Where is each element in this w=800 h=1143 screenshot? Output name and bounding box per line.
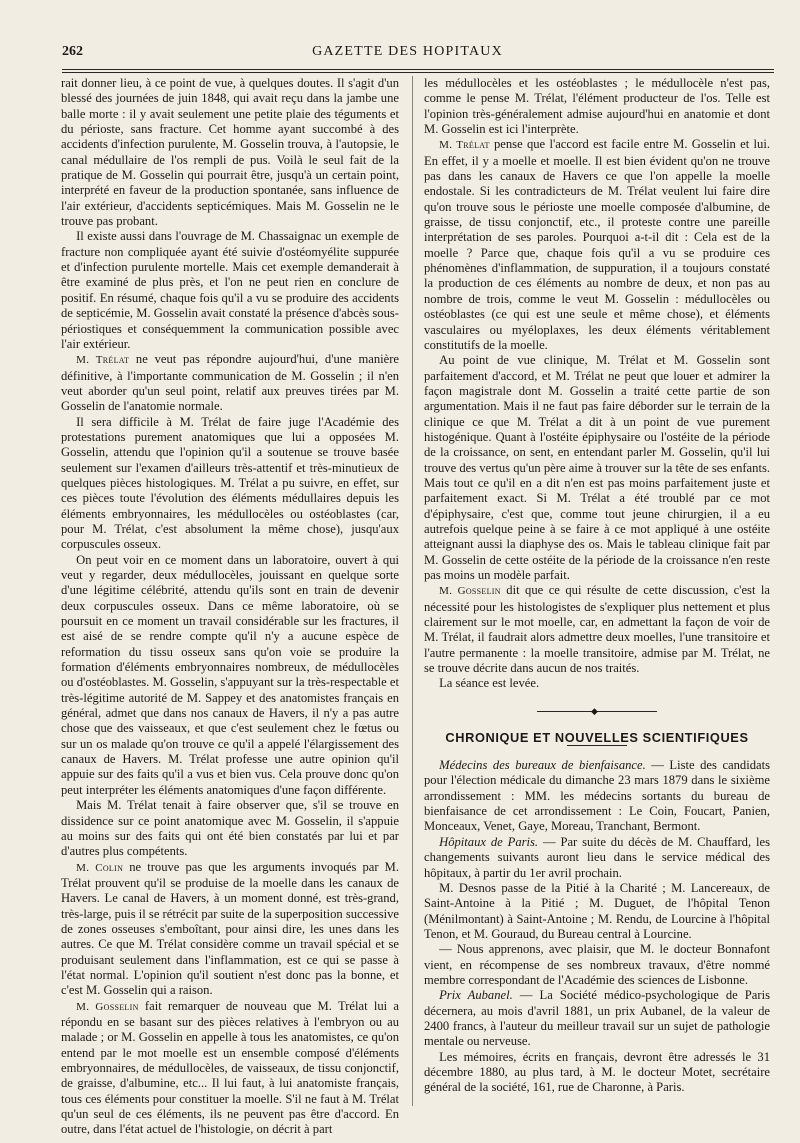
header-rule-double bbox=[62, 72, 774, 73]
paragraph: Au point de vue clinique, M. Trélat et M. Gosselin sont parfaitement d'accord, et M. Trélat ne peut que louer et admirer la façon magistrale dont M. Gosselin a traité cette partie de son argumentation. Mais il ne faut pas faire déborder sur le terrain de la clinique ce que M. Trélat a dit à un point de vue purement histogénique. Quant à l'ostéite épiphysaire ou l'ostéite de la période de la croissance, on sent, en entendant parler M. Gosselin, qu'il lui trouve des vertus qu'un père aime à trouver sur la tête de ses enfants. Mais tout ce qu'il en a dit n'en est pas moins parfaitement juste et parfaitement exact. Si M. Trélat a été troublé par ce mot d'épiphysaire, c'est que, comme tout jeune chirurgien, il a eu autrefois quelque peine à se faire à ce mot appliqué à une ostéite atteignant aussi la diaphyse des os. Mais le tableau clinique fait par M. Gosselin de cette ostéite de la période de la croissance n'en reste pas moins un modèle parfait. bbox=[424, 353, 770, 582]
paragraph: les médullocèles et les ostéoblastes ; le médullocèle n'est pas, comme le pense M. Trélat, l'élément producteur de l'os. Telle est l'opinion très-généralement admise aujourd'hui en anatomie et dont M. Gosselin est ici l'interprète. bbox=[424, 76, 770, 137]
news-item bbox=[424, 988, 770, 1049]
ornament-diamond-icon: ◆ bbox=[591, 705, 598, 716]
page-header bbox=[40, 40, 775, 64]
news-text: — Par suite du décès de M. Chauffard, les changements suivants auront lieu dans le service médical des hôpitaux, à partir du 1er avril prochain. bbox=[424, 834, 770, 880]
news-heading: Médecins des bureaux de bienfaisance. bbox=[439, 758, 646, 773]
paragraph: Il sera difficile à M. Trélat de faire juge l'Académie des protestations purement anatomiques que lui a opposées M. Gosselin, attendu que l'opinion qu'il a soutenue se trouve basée seulement sur l'examen d'ailleurs très-attentif et très-minutieux de quelques pièces histologiques. M. Trélat a pu suivre, en effet, sur ces pièces toute l'évolution des éléments médullaires depuis les éléments embryonnaires, les médullocèles ou ostéoblastes (car, pour M. Trélat, c'est absolument la même chose), jusqu'aux corpuscules osseux. bbox=[61, 414, 399, 552]
left-column bbox=[61, 76, 399, 1138]
header-rule bbox=[62, 69, 774, 70]
paragraph bbox=[424, 137, 770, 353]
paragraph-text: dit que ce qui résulte de cette discussion, c'est la nécessité pour les histologistes de s'expliquer plus nettement et plus clairement sur le mot moelle, car, en admettant la façon de voir de M. Trélat, il faudrait alors admettre deux moelles, l'une transitoire et l'autre permanente : la moelle transitoire, admise par M. Trélat, ne se trouve décrite dans aucun de nos traités. bbox=[424, 583, 770, 676]
news-heading: Hôpitaux de Paris. bbox=[439, 834, 539, 849]
news-text: — La Société médico-psychologique de Paris décernera, au mois d'avril 1881, un prix Aubanel, de la valeur de 2400 francs, à l'auteur du meilleur travail sur un sujet de pathologie mentale ou nerveuse. bbox=[424, 988, 770, 1049]
speaker-name: M. Gosselin bbox=[76, 1000, 139, 1013]
paragraph: rait donner lieu, à ce point de vue, à quelques doutes. Il s'agit d'un blessé des journées de juin 1848, qui avait reçu dans la jambe une balle morte : il y avait seulement une petite plaie des téguments et du périoste, sans fracture. Cet homme ayant succombé à des accidents d'infection purulente, M. Gosselin trouva, à l'autopsie, le canal médullaire de l'os rempli de pus. Voilà le seul fait de la pratique de M. Gosselin qui pourrait être, jusqu'à un certain point, interprété en faveur de la production spontanée, sans influence de l'air extérieur, d'accidents septicémiques. Mais M. Gosselin ne le trouve pas probant. bbox=[61, 76, 399, 229]
paragraph-text: fait remarquer de nouveau que M. Trélat lui a répondu en se basant sur des pièces relatives à l'embryon ou au malade ; or M. Gosselin en appelle à tous les anatomistes, ce qu'on entend par le mot moelle est un ensemble composé d'éléments embryonnaires, de médullocèles, de vaisseaux, de tissu conjonctif, de graisse, d'albumine, etc... Il lui faut, à lui anatomiste français, tous ces éléments pour constituer la moelle. S'il ne faut à M. Trélat qu'un seul de ces éléments, ils ne peuvent pas être d'accord. En outre, dans l'état actuel de l'histologie, on décrit à part bbox=[61, 998, 399, 1137]
paragraph: Mais M. Trélat tenait à faire observer que, s'il se trouve en dissidence sur ce point anatomique avec M. Gosselin, il s'appuie au moins sur des faits qui ont été bien constatés par lui et par d'autres plus compétents. bbox=[61, 798, 399, 859]
speaker-name: M. Trélat bbox=[439, 139, 490, 152]
paragraph: Les mémoires, écrits en français, devront être adressés le 31 décembre 1880, au plus tard, à M. le docteur Motet, secrétaire général de la société, 161, rue de Charonne, à Paris. bbox=[424, 1049, 770, 1095]
column-divider bbox=[412, 76, 413, 1106]
running-title: GAZETTE DES HOPITAUX bbox=[312, 44, 503, 59]
news-item: — Nous apprenons, avec plaisir, que M. le docteur Bonnafont vient, en récompense de ses nombreux travaux, d'être nommé membre correspondant de l'Académie des sciences de Lisbonne. bbox=[424, 942, 770, 987]
speaker-name: M. Gosselin bbox=[439, 585, 501, 598]
paragraph: Il existe aussi dans l'ouvrage de M. Chassaignac un exemple de fracture non compliquée ayant été suivie d'ostéomyélite suppurée et d'infection purulente mortelle. Mais cet exemple demanderait à être examiné de plus près, et l'on ne peut rien en conclure de positif. En résumé, chaque fois qu'il a vu se produire des accidents de septicémie, M. Gosselin avait constaté la présence d'abcès sous-périostiques et conséquemment la communication possible avec l'air extérieur. bbox=[61, 229, 399, 351]
paragraph-text: pense que l'accord est facile entre M. Gosselin et lui. En effet, il y a moelle et moelle. Il est bien évident qu'on ne trouve pas dans les canaux de Havers ce que l'on appelle la moelle endostale. Si les contradicteurs de M. Trélat veulent lui faire dire qu'on trouve sous le périoste une moelle composée d'albumine, de graisse, de tissu conjonctif, etc., il proteste contre une pareille interprétation de ses paroles. Pourquoi a-t-il dit : Cela est de la moelle ? Parce que, chaque fois qu'il a vu se produire ces phénomènes d'inflammation, de suppuration, il a toujours constaté la production de ces éléments au nombre de deux, et non pas au nombre de trois, comme le veut M. Gosselin : médullocèles ou ostéoblastes (ce qui est une seule et même chose), et éléments vasculaires ou myéloplaxes, les deux éléments véritablement constitutifs de la moelle. bbox=[424, 137, 771, 352]
right-column bbox=[424, 76, 770, 1096]
news-item bbox=[424, 835, 770, 881]
paragraph: On peut voir en ce moment dans un laboratoire, ouvert à qui veut y regarder, deux médullocèles, jouissant en quelque sorte d'une légitime célébrité, attendu qu'ils sont en train de devenir deux corpuscules osseux. Dans ce même laboratoire, où se poursuit en ce moment un travail considérable sur les fractures, il est aisé de se rendre compte qu'il n'y a aucune espèce de reformation du tissu osseux sans qu'on voie se produire la formation d'éléments embryonnaires nombreux, de médullocèles ou d'ostéoblastes. M. Gosselin, s'appuyant sur la très-respectable et très-légitime autorité de M. Sappey et des anatomistes français en général, admet que dans nos canaux de Havers, il n'y a pas autre chose que des vaisseaux, et que c'est seulement chez le fœtus ou sur un os malade qu'on trouve ce qu'il a appelé l'élargissement des canaux de Havers. M. Trélat professe une autre opinion qu'il appuie sur des faits qu'il a vus et bien vus. Cela prouve donc qu'on peut interpréter les éléments anatomiques d'une façon différente. bbox=[61, 552, 399, 797]
speaker-name: M. Trélat bbox=[76, 354, 130, 367]
news-text: — Liste des candidats pour l'élection médicale du dimanche 23 mars 1879 dans le sixième arrondissement : MM. les médecins sortants du bureau de bienfaisance de cet arrondissement : Le Coin, Foucart, Panien, Monceaux, Venet, Gaye, Moreau, Tranchant, Bermont. bbox=[424, 758, 771, 834]
page-number: 262 bbox=[62, 44, 83, 59]
paragraph bbox=[61, 352, 399, 414]
news-item bbox=[424, 758, 770, 835]
paragraph bbox=[61, 999, 399, 1138]
paragraph: M. Desnos passe de la Pitié à la Charité ; M. Lancereaux, de Saint-Antoine à la Pitié ; M. Duguet, de l'hôpital Tenon (Ménilmontant) à Saint-Antoine ; M. Rendu, de Lourcine à l'hôpital Tenon, et M. Gouraud, du Bureau central à Lourcine. bbox=[424, 880, 770, 941]
paragraph: La séance est levée. bbox=[439, 676, 540, 691]
paragraph-text: ne veut pas répondre aujourd'hui, d'une manière définitive, à l'importante communication de M. Gosselin ; il n'en veut aborder qu'un seul point, relatif aux preuves tirées par M. Gosselin de l'anatomie normale. bbox=[61, 352, 400, 414]
paragraph bbox=[424, 583, 770, 676]
ornament-divider bbox=[537, 706, 657, 716]
section-rule bbox=[567, 745, 627, 746]
paragraph-text: ne trouve pas que les arguments invoqués par M. Trélat prouvent qu'il se produise de la moelle dans les canaux de Havers. Le canal de Havers, à un moment donné, est très-grand, très-large, puis il se rétrécit par suite de la superposition successive de zones osseuses s'emboîtant, pour ainsi dire, les unes dans les autres. Ce que M. Trélat considère comme un travail spécial et se produisant seulement dans l'inflammation, est ce qui se passe à l'état normal. L'opinion qu'il soutient n'est donc pas la bonne, et c'est M. Gosselin qui a raison. bbox=[61, 859, 399, 998]
speaker-name: M. Colin bbox=[76, 861, 124, 874]
section-title: CHRONIQUE ET NOUVELLES SCIENTIFIQUES bbox=[445, 729, 749, 745]
paragraph bbox=[61, 860, 399, 999]
news-heading: Prix Aubanel. bbox=[439, 988, 513, 1003]
